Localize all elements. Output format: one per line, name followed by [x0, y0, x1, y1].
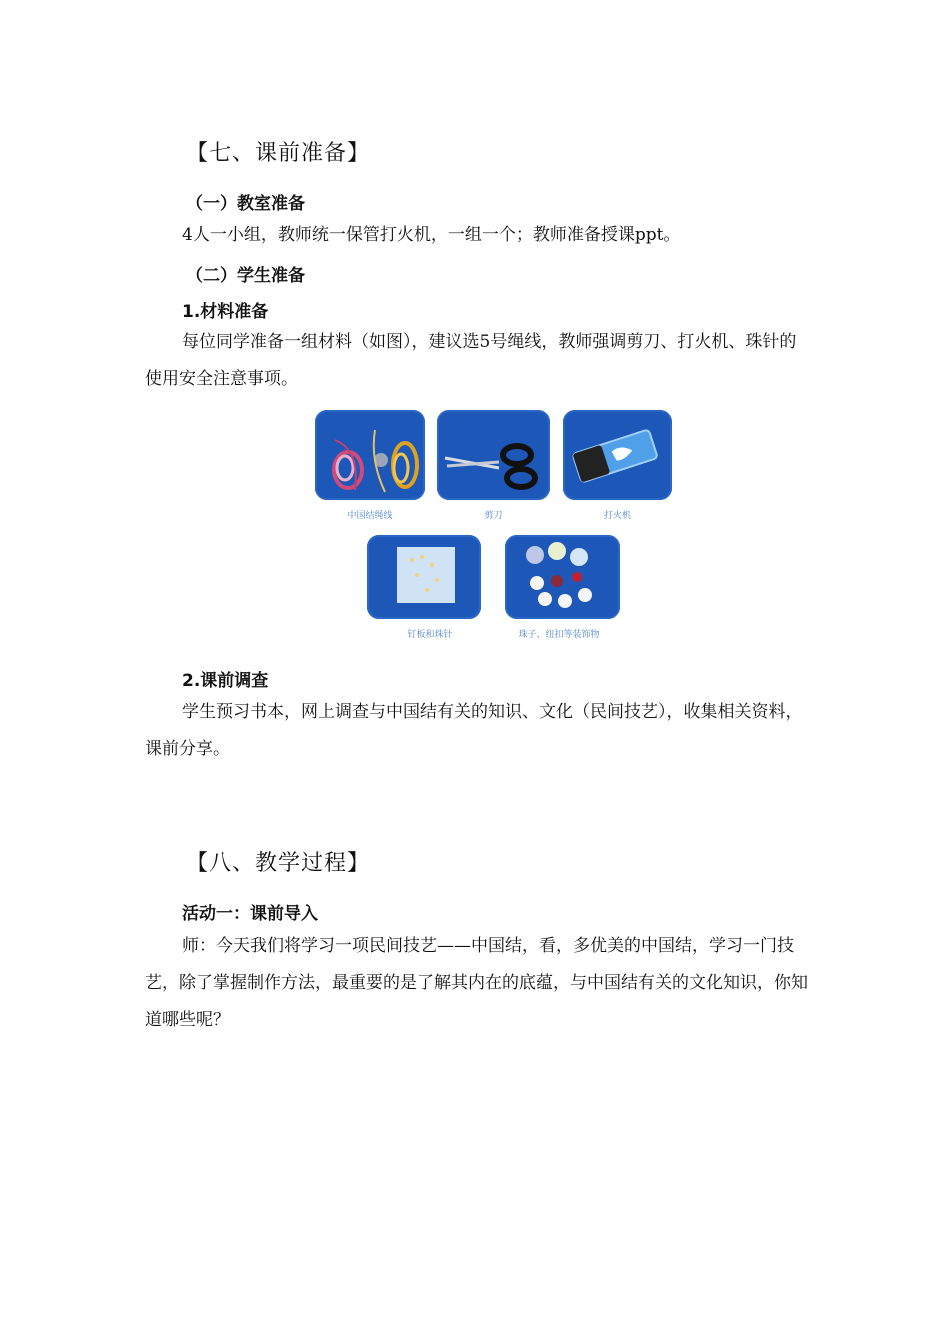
caption-pin-board: 钉板和珠针 [407, 630, 453, 640]
caption-scissors: 剪刀 [484, 511, 503, 521]
pre-class-survey-text: 学生预习书本，网上调查与中国结有关的知识、文化（民间技艺），收集相关资料，课前分享。 [145, 702, 803, 759]
section-8-title: 【八、教学过程】 [186, 851, 371, 876]
student-prep-heading: （二）学生准备 [186, 266, 305, 286]
caption-beads: 珠子、纽扣等装饰物 [518, 630, 600, 640]
caption-lighter: 打火机 [603, 511, 631, 521]
classroom-prep-text: 4人一小组，教师统一保管打火机，一组一个；教师准备授课ppt。 [182, 225, 681, 245]
lighter-photo [563, 410, 672, 500]
section-7-title: 【七、课前准备】 [186, 141, 371, 166]
cord-bundle-icon [315, 410, 425, 500]
lighter-icon [563, 410, 672, 500]
classroom-prep-heading: （一）教室准备 [186, 194, 305, 214]
materials-text: 每位同学准备一组材料（如图），建议选5号绳线，教师强调剪刀、打火机、珠针的使用安全注意事项。 [145, 332, 797, 389]
beads-buttons-icon [505, 535, 620, 619]
activity-1-text: 师：今天我们将学习一项民间技艺——中国结，看，多优美的中国结，学习一门技艺，除了掌握制作方法，最重要的是了解其内在的底蕴，与中国结有关的文化知识，你知道哪些呢？ [145, 936, 808, 1030]
pre-class-survey-heading: 2.课前调查 [182, 671, 269, 691]
caption-cords: 中国结绳线 [347, 511, 393, 521]
materials-heading: 1.材料准备 [182, 302, 269, 322]
pin-board-icon [367, 535, 481, 619]
pin-board-photo [367, 535, 481, 619]
scissors-icon [437, 410, 550, 500]
beads-photo [505, 535, 620, 619]
scissors-photo [437, 410, 550, 500]
cord-bundle-photo [315, 410, 425, 500]
activity-1-heading: 活动一：课前导入 [182, 904, 318, 924]
